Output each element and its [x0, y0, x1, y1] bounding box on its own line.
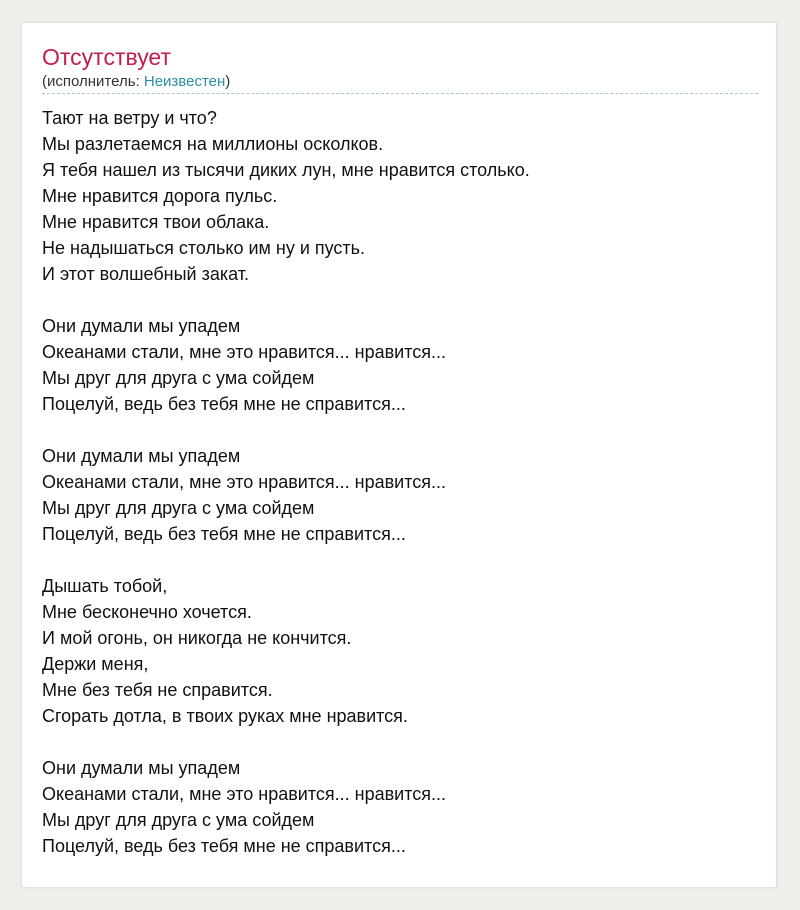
lyrics-line: Поцелуй, ведь без тебя мне не справится... — [42, 524, 406, 544]
lyrics-line: Мне нравится дорога пульс. — [42, 186, 278, 206]
lyrics-stanza — [42, 313, 758, 417]
lyrics-line: Океанами стали, мне это нравится... нравится... — [42, 472, 447, 492]
artist-prefix: (исполнитель: — [42, 73, 144, 90]
artist-link[interactable]: Неизвестен — [143, 73, 226, 90]
lyrics-card — [21, 22, 777, 888]
lyrics-line: Я тебя нашел из тысячи диких лун, мне нравится столько. — [42, 160, 530, 180]
lyrics-line: Они думали мы упадем — [42, 758, 241, 778]
lyrics-line: Мы друг для друга с ума сойдем — [42, 498, 315, 518]
artist-suffix: ) — [225, 73, 231, 90]
lyrics-line: И мой огонь, он никогда не кончится. — [42, 628, 352, 648]
lyrics-stanza — [42, 443, 758, 547]
lyrics-line: Мне без тебя не справится. — [42, 680, 273, 700]
lyrics-line: Океанами стали, мне это нравится... нравится... — [42, 342, 447, 362]
lyrics-line: И этот волшебный закат. — [42, 264, 249, 284]
title-divider — [42, 93, 758, 94]
lyrics-stanza — [42, 755, 758, 859]
lyrics-line: Мне бесконечно хочется. — [42, 602, 252, 622]
artist-line — [42, 72, 230, 92]
lyrics-stanza — [42, 105, 758, 287]
lyrics-line: Сгорать дотла, в твоих руках мне нравится. — [42, 706, 408, 726]
lyrics-body — [42, 105, 758, 859]
lyrics-line: Мы друг для друга с ума сойдем — [42, 368, 315, 388]
lyrics-line: Мне нравится твои облака. — [42, 212, 270, 232]
lyrics-stanza — [42, 573, 758, 729]
lyrics-line: Они думали мы упадем — [42, 446, 241, 466]
song-title: Отсутствует — [42, 44, 171, 70]
lyrics-line: Дышать тобой, — [42, 576, 168, 596]
lyrics-line: Они думали мы упадем — [42, 316, 241, 336]
lyrics-line: Океанами стали, мне это нравится... нравится... — [42, 784, 447, 804]
lyrics-line: Поцелуй, ведь без тебя мне не справится... — [42, 394, 406, 414]
lyrics-line: Не надышаться столько им ну и пусть. — [42, 238, 366, 258]
lyrics-line: Поцелуй, ведь без тебя мне не справится... — [42, 836, 406, 856]
lyrics-line: Мы разлетаемся на миллионы осколков. — [42, 134, 384, 154]
lyrics-line: Мы друг для друга с ума сойдем — [42, 810, 315, 830]
lyrics-line: Тают на ветру и что? — [42, 108, 217, 128]
lyrics-line: Держи меня, — [42, 654, 149, 674]
